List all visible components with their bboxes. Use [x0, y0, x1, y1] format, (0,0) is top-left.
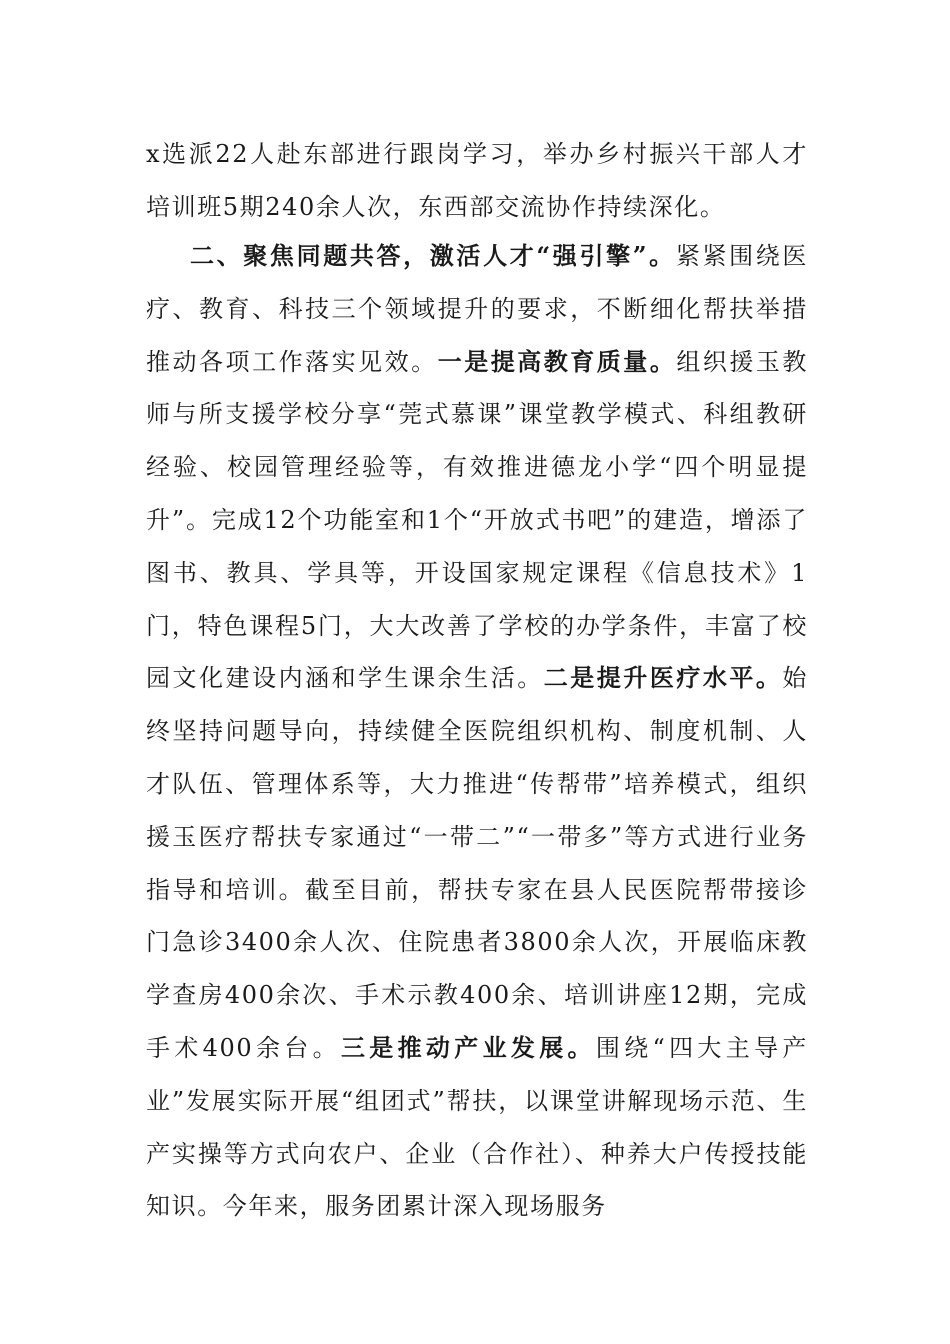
- section-intro: 紧紧围绕医疗、教育、科技三个领域提升的要求，不断细化帮扶举措推动各项工作落实见效。: [146, 242, 808, 376]
- paragraph-text: x选派22人赴东部进行跟岗学习，举办乡村振兴干部人才培训班5期240余人次，东西部交流协作持续深化。: [146, 140, 808, 221]
- point-title: 二是提升医疗水平。: [543, 663, 783, 693]
- point-text: 始终坚持问题导向，持续健全医院组织机构、制度机制、人才队伍、管理体系等，大力推进“传帮带”培养模式，组织援玉医疗帮扶专家通过“一带二”“一带多”等方式进行业务指导和培训。截至目前，帮扶专家在县人民医院帮带接诊门急诊3400余人次、住院患者3800余人次，开展临床教学查房400余次、手术示教400余、培训讲座12期，完成手术400余台。: [146, 664, 809, 1062]
- point-text: 围绕“四大主导产业”发展实际开展“组团式”帮扶，以课堂讲解现场示范、生产实操等方式向农户、企业（合作社）、种养大户传授技能知识。今年来，服务团累计深入现场服务: [146, 1033, 809, 1221]
- section-heading: 二、聚焦同题共答，激活人才“强引擎”。: [190, 241, 676, 270]
- point-title: 三是推动产业发展。: [340, 1032, 596, 1062]
- section-paragraph: [146, 230, 808, 1233]
- paragraph-continuation: [146, 128, 808, 234]
- point-title: 一是提高教育质量。: [437, 346, 677, 376]
- point-text: 组织援玉教师与所支援学校分享“莞式慕课”课堂教学模式、科组教研经验、校园管理经验等，有效推进德龙小学“四个明显提升”。完成12个功能室和1个“开放式书吧”的建造，增添了图书、教具、学具等，开设国家规定课程《信息技术》1门，特色课程5门，大大改善了学校的办学条件，丰富了校园文化建设内涵和学生课余生活。: [146, 347, 809, 693]
